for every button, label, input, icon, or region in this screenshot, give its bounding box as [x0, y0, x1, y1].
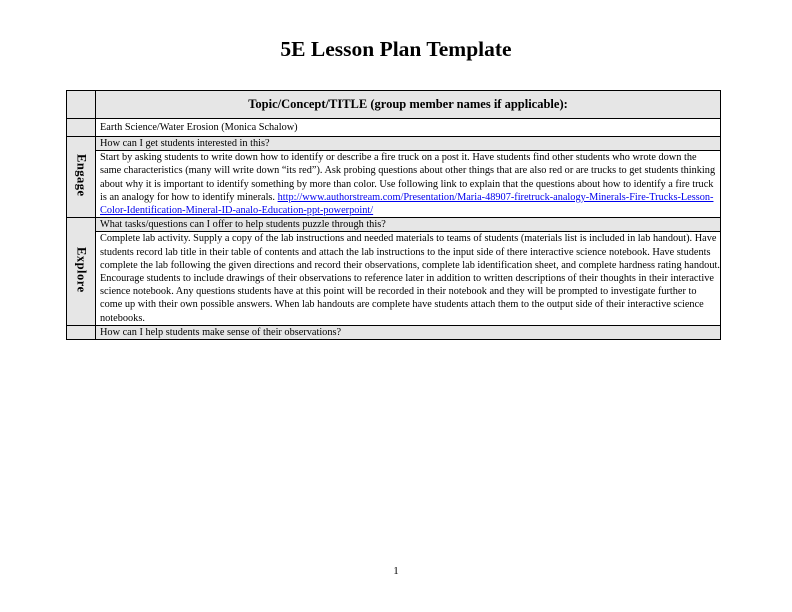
topic-side-cell [67, 119, 96, 137]
explore-side-cell [67, 218, 96, 326]
table-header: Topic/Concept/TITLE (group member names if applicable): [96, 91, 721, 119]
header-side-cell [67, 91, 96, 119]
explore-label: Explore [74, 246, 89, 293]
engage-text: Start by asking students to write down how to identify or describe a fire truck on a post it. Have students find other students who wrote down the same characteristics (many will write down “its red”). Ask probing questions about other things that are also red or are trucks to get students thinking about why it is important to identify something by more than color. Use following link to explain that the questions about how to identify a fire truck is an analogy for how to identify minerals. [100, 152, 716, 203]
document-title: 5E Lesson Plan Template [280, 37, 512, 61]
topic-text: Earth Science/Water Erosion (Monica Schalow) [96, 119, 721, 137]
lesson-plan-table [66, 90, 721, 340]
topic-row [67, 119, 721, 137]
engage-question-row [67, 137, 721, 151]
explore-text: Complete lab activity. Supply a copy of the lab instructions and needed materials to teams of students (materials list is included in lab handout). Have students record lab title in their table of contents and attach the lab instructions to the input side of there interactive science notebook. Have students complete the lab following the given directions and record their observations, complete lab identification sheet, and complete hardness rating handout. Encourage students to include drawings of their observations to reference later in addition to written descriptions of their thoughts in their interactive science notebook. Any questions students have at this point will be recorded in their notebook and they will be prompted to investigate further to come up with their own possible answers. When lab handouts are complete have students attach them to the output side of their interactive science notebooks. [96, 232, 721, 325]
engage-label: Engage [74, 153, 89, 197]
explain-side-cell [67, 325, 96, 339]
engage-question: How can I get students interested in this? [96, 137, 721, 151]
explain-question-row [67, 325, 721, 339]
page-number: 1 [393, 565, 399, 577]
explore-question: What tasks/questions can I offer to help students puzzle through this? [96, 218, 721, 232]
explain-question: How can I help students make sense of their observations? [96, 325, 721, 339]
engage-link[interactable]: http://www.authorstream.com/Presentation/Maria-48907-firetruck-analogy-Minerals-Fire-Trucks-Lesson-Color-Identification-Mineral-ID-analo-Education-ppt-powerpoint/ [100, 191, 714, 217]
engage-content-cell [96, 151, 721, 218]
explore-content-row [67, 232, 721, 325]
engage-side-cell [67, 137, 96, 218]
explore-question-row [67, 218, 721, 232]
header-row [67, 91, 721, 119]
engage-content-row [67, 151, 721, 218]
